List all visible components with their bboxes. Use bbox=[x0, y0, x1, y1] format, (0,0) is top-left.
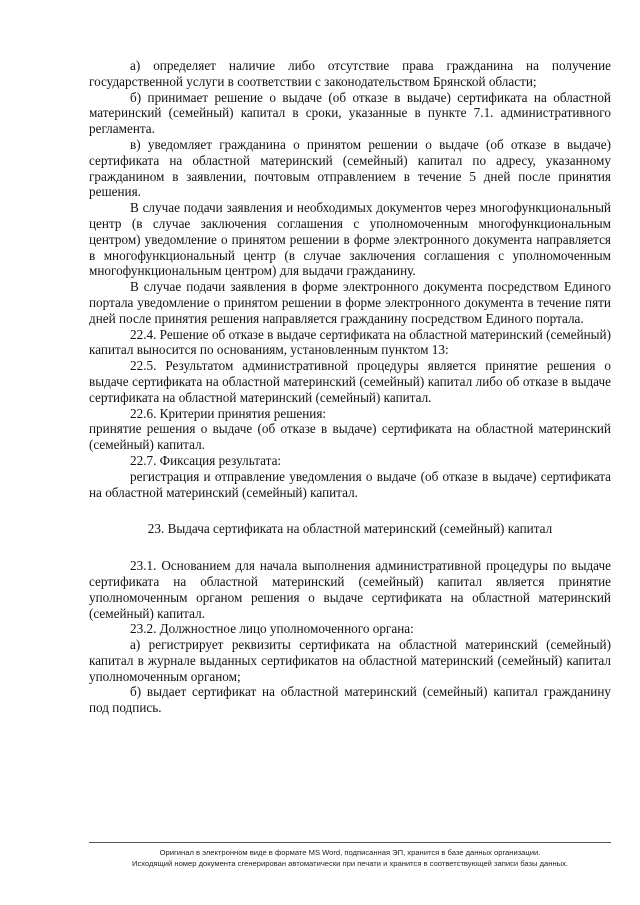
paragraph: в) уведомляет гражданина о принятом решении о выдаче (об отказе в выдаче) сертификата на областной материнский (семейный) капитал по адресу, указанному гражданином в заявлении, почтовым отправлением в течение 5 дней после принятия решения. bbox=[89, 136, 611, 200]
paragraph: В случае подачи заявления в форме электронного документа посредством Единого портала уведомление о принятом решении в форме электронного документа в течение пяти дней после принятия решения направляется гражданину посредством Единого портала. bbox=[89, 279, 611, 326]
paragraph: б) принимает решение о выдаче (об отказе в выдаче) сертификата на областной материнский (семейный) капитал в сроки, указанные в пункте 7.1. административного регламента. bbox=[89, 89, 611, 137]
paragraph: регистрация и отправление уведомления о выдаче (об отказе в выдаче) сертификата на областной материнский (семейный) капитал. bbox=[89, 468, 611, 500]
paragraph: 22.7. Фиксация результата: bbox=[130, 452, 282, 468]
paragraph: В случае подачи заявления и необходимых документов через многофункциональный центр (в случае заключения соглашения с уполномоченным многофункциональным центром) уведомление о принятом решении в форме электронного документа направляется в многофункциональный центр (в случае заключения соглашения с уполномоченным многофункциональным центром) для выдачи гражданину. bbox=[89, 200, 611, 279]
footer-divider bbox=[89, 842, 611, 843]
paragraph: а) определяет наличие либо отсутствие права гражданина на получение государственной услуги в соответствии с законодательством Брянской области; bbox=[89, 58, 611, 89]
footer-note-number: Исходящий номер документа сгенерирован автоматически при печати и хранится в соответствующей записи базы данных. bbox=[131, 859, 568, 868]
paragraph: 23.2. Должностное лицо уполномоченного органа: bbox=[130, 621, 414, 637]
document-body bbox=[89, 58, 611, 716]
paragraph: 22.4. Решение об отказе в выдаче сертификата на областной материнский (семейный) капитал выносится по основаниям, установленным пунктом 13: bbox=[89, 326, 611, 358]
page-footer bbox=[89, 847, 611, 869]
paragraph: принятие решения о выдаче (об отказе в выдаче) сертификата на областной материнский (семейный) капитал. bbox=[89, 421, 611, 453]
paragraph: 22.5. Результатом административной процедуры является принятие решения о выдаче сертификата на областной материнский (семейный) капитал либо об отказе в выдаче сертификата на областной материнский (семейный) капитал. bbox=[89, 358, 611, 405]
paragraph: а) регистрирует реквизиты сертификата на областной материнский (семейный) капитал в журнале выданных сертификатов на областной материнский (семейный) капитал уполномоченным органом; bbox=[89, 637, 611, 684]
footer-note-original: Оригинал в электронном виде в формате MS Word, подписанная ЭП, хранится в базе данных организации. bbox=[159, 848, 541, 857]
paragraph: 22.6. Критерии принятия решения: bbox=[130, 405, 327, 421]
paragraph: 23.1. Основанием для начала выполнения административной процедуры по выдаче сертификата на областной материнский (семейный) капитал является принятие уполномоченным органом решения о выдаче сертификата на областной материнский (семейный) капитал. bbox=[89, 558, 611, 621]
section-heading: 23. Выдача сертификата на областной материнский (семейный) капитал bbox=[147, 521, 553, 537]
paragraph: б) выдает сертификат на областной материнский (семейный) капитал гражданину под подпись. bbox=[89, 684, 611, 716]
